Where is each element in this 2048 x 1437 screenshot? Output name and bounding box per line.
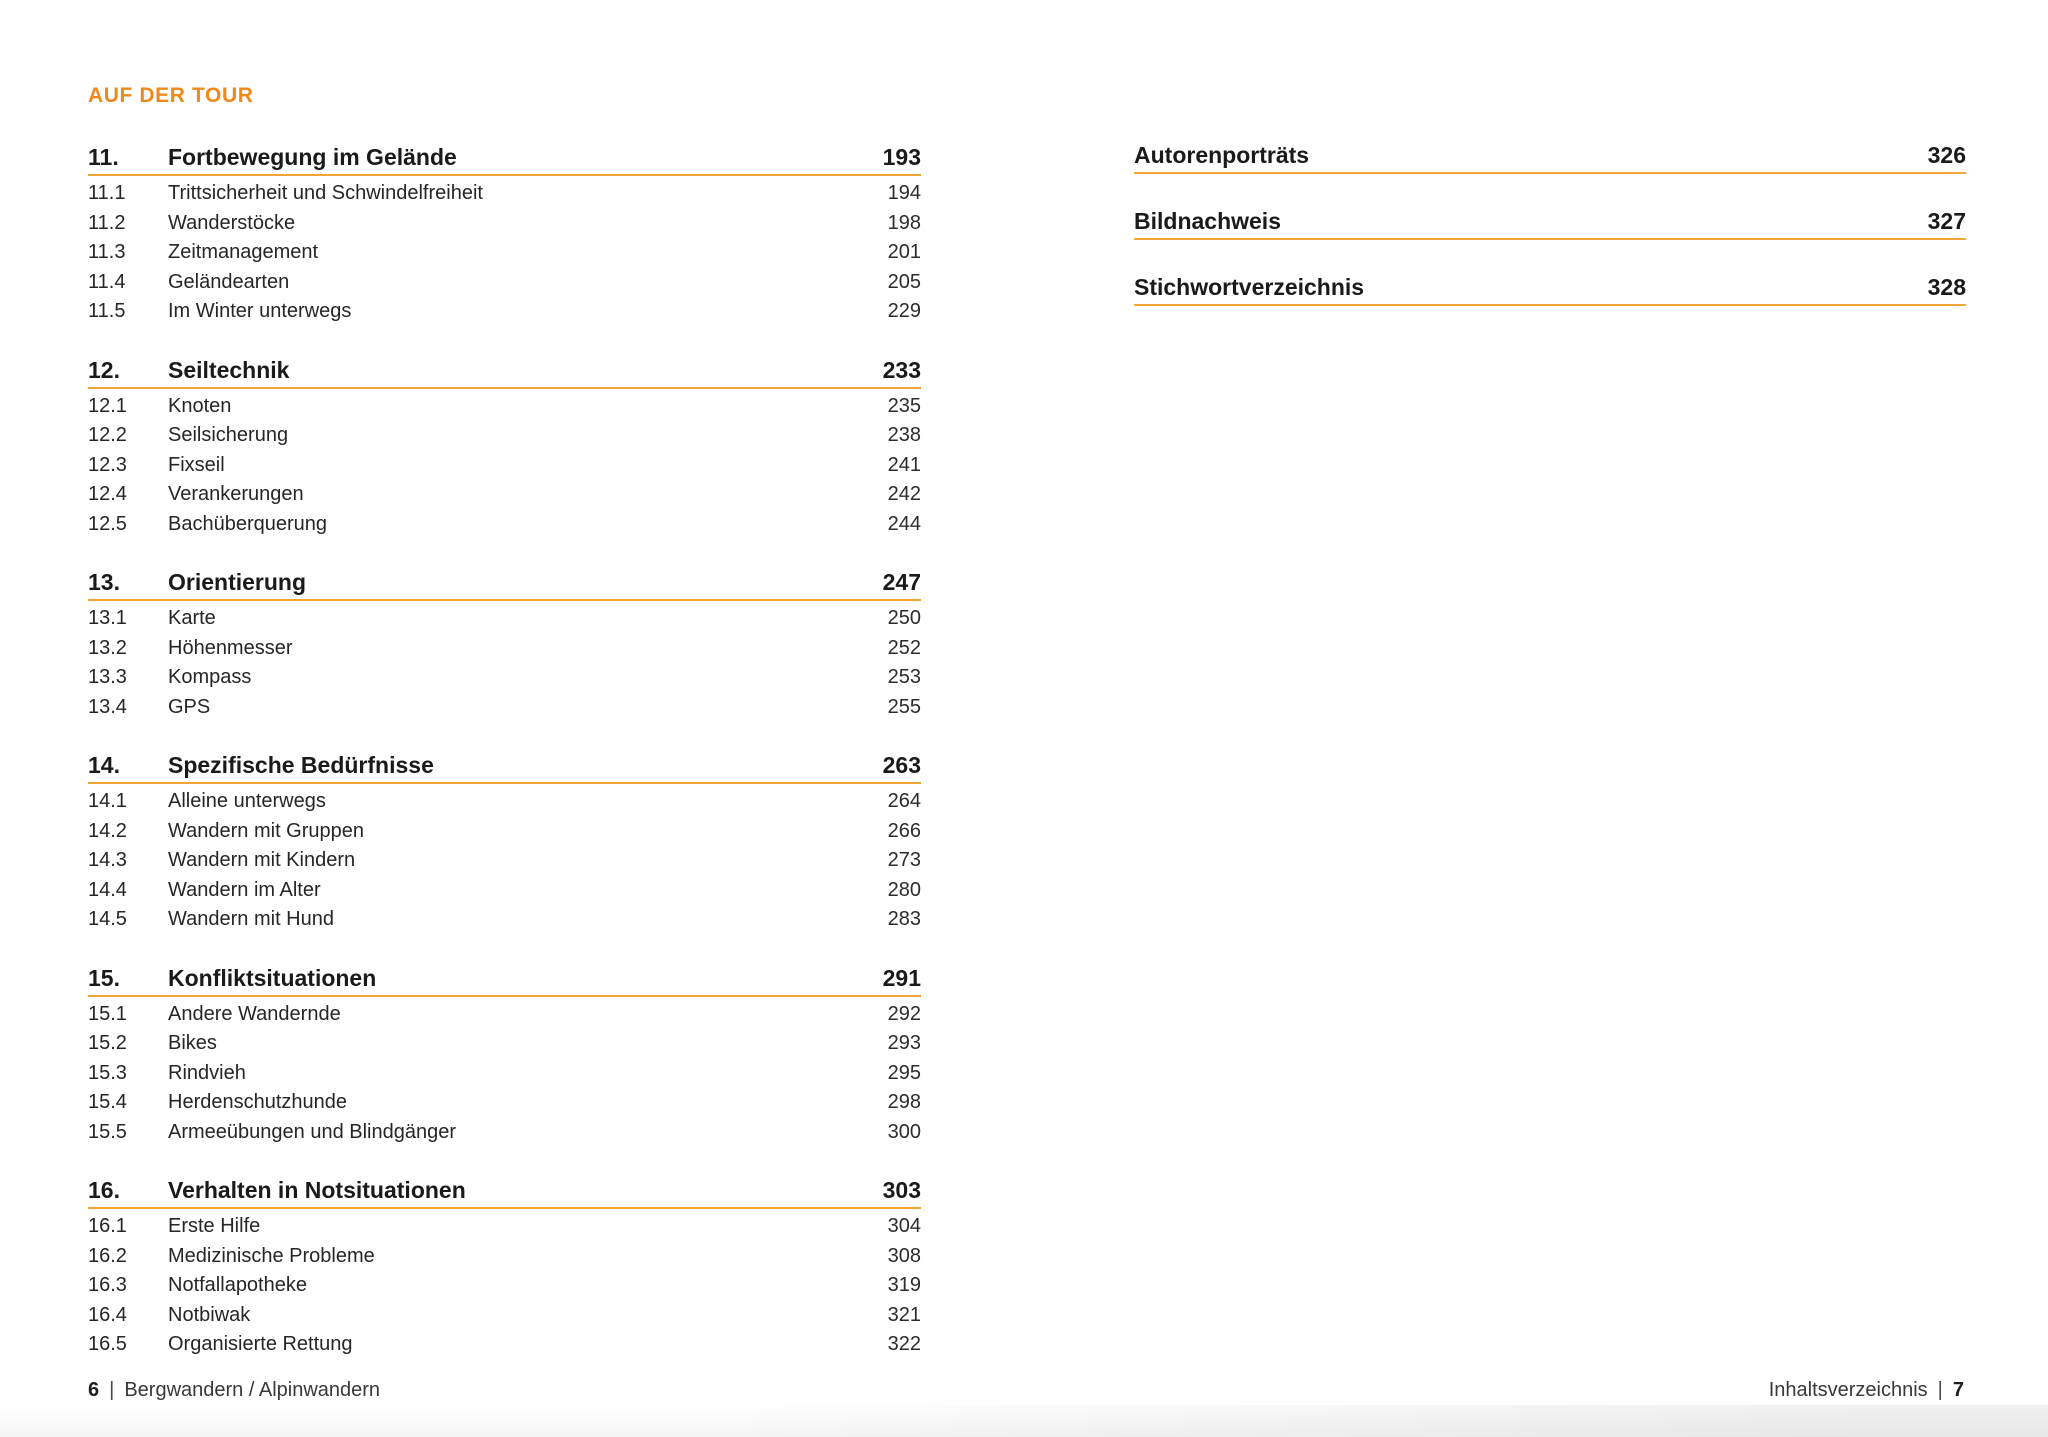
entry-title: Autorenporträts bbox=[1134, 142, 1310, 168]
toc-item bbox=[88, 480, 921, 510]
toc-item-page: 280 bbox=[887, 878, 921, 901]
toc-item-number: 15.4 bbox=[88, 1091, 127, 1114]
toc-item-title: Höhenmesser bbox=[168, 636, 293, 659]
chapter-items bbox=[88, 787, 921, 935]
toc-item-page: 250 bbox=[887, 607, 921, 630]
chapter-number: 16. bbox=[88, 1177, 120, 1203]
toc-item-title: Herdenschutzhunde bbox=[168, 1091, 348, 1114]
toc-item-number: 16.4 bbox=[88, 1303, 127, 1326]
chapter-items bbox=[88, 392, 921, 540]
toc-item-page: 308 bbox=[887, 1244, 921, 1267]
toc-item-title: Fixseil bbox=[168, 453, 225, 476]
toc-item bbox=[88, 905, 921, 935]
toc-item bbox=[88, 876, 921, 906]
toc-item-page: 292 bbox=[887, 1002, 921, 1025]
toc-item-page: 241 bbox=[887, 453, 921, 476]
toc-item-number: 11.5 bbox=[88, 300, 126, 323]
toc-item-number: 11.2 bbox=[88, 211, 126, 234]
toc-item bbox=[88, 604, 921, 634]
toc-item-title: Wandern im Alter bbox=[168, 878, 321, 901]
chapter-page: 193 bbox=[882, 144, 921, 170]
toc-item-title: Organisierte Rettung bbox=[168, 1333, 353, 1356]
toc-item-title: Notfallapotheke bbox=[168, 1274, 307, 1297]
toc-item-page: 283 bbox=[887, 908, 921, 931]
toc-item-page: 194 bbox=[887, 182, 921, 205]
chapter-heading bbox=[88, 144, 921, 176]
toc-item-page: 300 bbox=[887, 1120, 921, 1143]
chapter-page: 233 bbox=[882, 356, 921, 383]
chapter-title: Fortbewegung im Gelände bbox=[168, 144, 457, 170]
toc-item-number: 13.3 bbox=[88, 666, 127, 689]
backmatter-entry bbox=[1134, 274, 1966, 306]
toc-item-title: Wandern mit Kindern bbox=[168, 849, 356, 872]
footer-page-number: 6 bbox=[88, 1379, 100, 1401]
entry-title: Stichwortverzeichnis bbox=[1134, 274, 1365, 300]
chapter-number: 14. bbox=[88, 752, 120, 778]
toc-item bbox=[88, 817, 921, 847]
toc-item-title: Trittsicherheit und Schwindelfreiheit bbox=[168, 182, 483, 205]
toc-item-title: Knoten bbox=[168, 394, 232, 417]
toc-item bbox=[88, 421, 921, 451]
toc-item bbox=[88, 1118, 921, 1148]
chapter-heading bbox=[88, 569, 921, 601]
chapter-page: 303 bbox=[882, 1177, 921, 1203]
chapter-block bbox=[88, 965, 921, 1148]
footer-separator: | bbox=[109, 1379, 115, 1401]
footer-page-number: 7 bbox=[1952, 1379, 1964, 1401]
chapter-title: Konfliktsituationen bbox=[168, 964, 377, 991]
footer-left bbox=[88, 1379, 380, 1401]
toc-item-title: GPS bbox=[168, 695, 211, 718]
entry-page: 326 bbox=[1927, 142, 1966, 168]
toc-item bbox=[88, 1000, 921, 1030]
chapter-items bbox=[88, 179, 921, 327]
chapter-items bbox=[88, 604, 921, 722]
toc-item-number: 16.3 bbox=[88, 1274, 127, 1297]
toc-item-page: 295 bbox=[887, 1061, 921, 1084]
toc-item-title: Geländearten bbox=[168, 270, 290, 293]
toc-item-title: Wandern mit Hund bbox=[168, 908, 334, 931]
toc-item-title: Notbiwak bbox=[168, 1303, 251, 1326]
toc-item-title: Wanderstöcke bbox=[168, 211, 296, 234]
backmatter-entry bbox=[1134, 208, 1966, 240]
toc-item-page: 273 bbox=[887, 849, 921, 872]
entry-title: Bildnachweis bbox=[1134, 208, 1281, 234]
chapter-block bbox=[88, 144, 921, 327]
footer-separator: | bbox=[1937, 1379, 1943, 1401]
toc-item-number: 12.5 bbox=[88, 512, 127, 535]
chapter-number: 11. bbox=[88, 144, 119, 170]
toc-item bbox=[88, 1059, 921, 1089]
toc-item bbox=[88, 1242, 921, 1272]
toc-item bbox=[88, 392, 921, 422]
toc-item-page: 321 bbox=[887, 1303, 921, 1326]
toc-item bbox=[88, 510, 921, 540]
chapter-page: 291 bbox=[882, 964, 921, 991]
toc-item bbox=[88, 846, 921, 876]
toc-item-number: 14.3 bbox=[88, 849, 127, 872]
toc-item-number: 14.2 bbox=[88, 819, 127, 842]
toc-item-page: 264 bbox=[887, 790, 921, 813]
toc-item-page: 244 bbox=[887, 512, 921, 535]
toc-item-number: 14.1 bbox=[88, 790, 127, 813]
toc-item-number: 16.2 bbox=[88, 1244, 127, 1267]
toc-item bbox=[88, 297, 921, 327]
toc-item bbox=[88, 634, 921, 664]
page-bottom-edge bbox=[0, 1405, 2048, 1437]
toc-item-number: 13.2 bbox=[88, 636, 127, 659]
footer-book-title: Bergwandern / Alpinwandern bbox=[124, 1379, 381, 1401]
toc-item-page: 322 bbox=[887, 1333, 921, 1356]
toc-item bbox=[88, 1212, 921, 1242]
toc-item-page: 198 bbox=[887, 211, 921, 234]
toc-item-title: Alleine unterwegs bbox=[168, 790, 326, 813]
chapter-page: 247 bbox=[882, 569, 921, 595]
toc-item bbox=[88, 268, 921, 298]
toc-item-page: 266 bbox=[887, 819, 921, 842]
toc-item-page: 235 bbox=[887, 394, 921, 417]
chapter-items bbox=[88, 1000, 921, 1148]
toc-item-number: 13.1 bbox=[88, 607, 127, 630]
chapter-heading bbox=[88, 965, 921, 997]
toc-item-page: 255 bbox=[887, 695, 921, 718]
toc-item-number: 16.1 bbox=[88, 1215, 127, 1238]
chapter-block bbox=[88, 752, 921, 935]
toc-item-title: Seilsicherung bbox=[168, 424, 289, 447]
toc-item-number: 11.4 bbox=[88, 270, 126, 293]
backmatter-heading bbox=[1134, 208, 1966, 240]
chapter-title: Spezifische Bedürfnisse bbox=[168, 752, 434, 778]
toc-item-page: 205 bbox=[887, 270, 921, 293]
backmatter-heading bbox=[1134, 142, 1966, 174]
toc-item-number: 11.1 bbox=[88, 182, 126, 205]
toc-item-number: 16.5 bbox=[88, 1333, 127, 1356]
chapter-list bbox=[88, 144, 921, 1360]
chapter-heading bbox=[88, 752, 921, 784]
chapter-items bbox=[88, 1212, 921, 1360]
toc-item-title: Armeeübungen und Blindgänger bbox=[168, 1120, 456, 1143]
toc-item bbox=[88, 1271, 921, 1301]
chapter-page: 263 bbox=[882, 752, 921, 778]
toc-item-number: 14.4 bbox=[88, 878, 127, 901]
toc-item-title: Verankerungen bbox=[168, 483, 304, 506]
toc-item bbox=[88, 238, 921, 268]
toc-item bbox=[88, 179, 921, 209]
toc-item-number: 12.1 bbox=[88, 394, 127, 417]
toc-item-page: 242 bbox=[887, 483, 921, 506]
backmatter-heading bbox=[1134, 274, 1966, 306]
entry-page: 328 bbox=[1927, 274, 1966, 300]
toc-item-number: 12.4 bbox=[88, 483, 127, 506]
chapter-title: Verhalten in Notsituationen bbox=[168, 1177, 466, 1203]
toc-item-title: Kompass bbox=[168, 666, 252, 689]
toc-item-page: 304 bbox=[887, 1215, 921, 1238]
toc-item-page: 229 bbox=[887, 300, 921, 323]
chapter-title: Seiltechnik bbox=[168, 356, 290, 383]
toc-item bbox=[88, 663, 921, 693]
toc-item-number: 15.2 bbox=[88, 1032, 127, 1055]
footer-right bbox=[1769, 1379, 1964, 1401]
toc-left-column bbox=[88, 0, 921, 1360]
toc-item bbox=[88, 693, 921, 723]
toc-item-number: 13.4 bbox=[88, 695, 127, 718]
toc-item-number: 15.5 bbox=[88, 1120, 127, 1143]
backmatter-entry bbox=[1134, 142, 1966, 174]
toc-item bbox=[88, 1301, 921, 1331]
toc-item-page: 252 bbox=[887, 636, 921, 659]
section-label: AUF DER TOUR bbox=[88, 84, 254, 107]
backmatter-list bbox=[1134, 142, 1966, 306]
toc-item bbox=[88, 1029, 921, 1059]
toc-item-page: 201 bbox=[887, 241, 921, 264]
toc-item-page: 253 bbox=[887, 666, 921, 689]
chapter-heading bbox=[88, 1177, 921, 1209]
toc-item-title: Im Winter unterwegs bbox=[168, 300, 352, 323]
footer-section-label: Inhaltsverzeichnis bbox=[1768, 1379, 1928, 1401]
chapter-heading bbox=[88, 357, 921, 389]
toc-item bbox=[88, 1088, 921, 1118]
toc-item-number: 11.3 bbox=[88, 241, 126, 264]
toc-item-number: 12.3 bbox=[88, 453, 127, 476]
toc-item-page: 293 bbox=[887, 1032, 921, 1055]
toc-item-title: Karte bbox=[168, 607, 216, 630]
chapter-number: 13. bbox=[88, 569, 120, 595]
toc-item bbox=[88, 787, 921, 817]
chapter-number: 15. bbox=[88, 964, 120, 991]
toc-item-title: Medizinische Probleme bbox=[168, 1244, 375, 1267]
toc-item-number: 15.3 bbox=[88, 1061, 127, 1084]
toc-item-number: 14.5 bbox=[88, 908, 127, 931]
toc-item-title: Rindvieh bbox=[168, 1061, 246, 1084]
chapter-number: 12. bbox=[88, 356, 120, 383]
toc-item-page: 238 bbox=[887, 424, 921, 447]
toc-item-title: Bachüberquerung bbox=[168, 512, 328, 535]
toc-item bbox=[88, 209, 921, 239]
toc-item-title: Bikes bbox=[168, 1032, 217, 1055]
toc-item-number: 15.1 bbox=[88, 1002, 127, 1025]
chapter-title: Orientierung bbox=[168, 569, 307, 595]
chapter-block bbox=[88, 569, 921, 722]
toc-item-title: Erste Hilfe bbox=[168, 1215, 261, 1238]
entry-page: 327 bbox=[1927, 208, 1966, 234]
toc-right-column bbox=[1134, 0, 1966, 340]
toc-item-title: Andere Wandernde bbox=[168, 1002, 341, 1025]
chapter-block bbox=[88, 357, 921, 540]
chapter-block bbox=[88, 1177, 921, 1360]
toc-item-page: 298 bbox=[887, 1091, 921, 1114]
toc-item bbox=[88, 451, 921, 481]
toc-item-page: 319 bbox=[887, 1274, 921, 1297]
toc-item-title: Zeitmanagement bbox=[168, 241, 319, 264]
toc-item-title: Wandern mit Gruppen bbox=[168, 819, 365, 842]
toc-item bbox=[88, 1330, 921, 1360]
toc-item-number: 12.2 bbox=[88, 424, 127, 447]
